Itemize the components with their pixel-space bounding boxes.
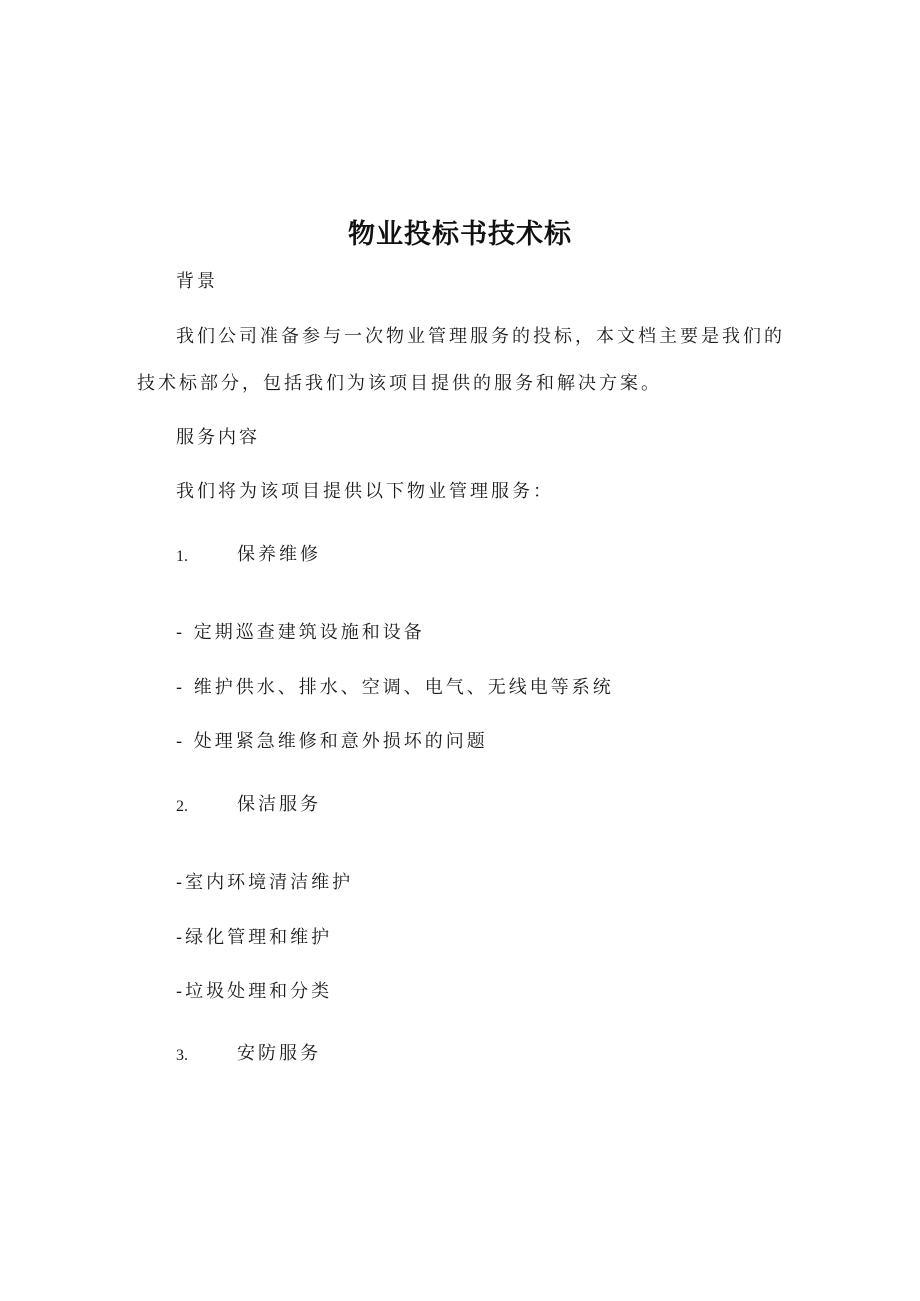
- section-title: 保洁服务: [237, 794, 321, 815]
- services-intro: 我们将为该项目提供以下物业管理服务：: [176, 481, 554, 502]
- section-title: 安防服务: [237, 1043, 321, 1064]
- document-title: 物业投标书技术标: [348, 219, 572, 250]
- background-heading: 背景: [176, 271, 218, 292]
- list-item: - 处理紧急维修和意外损坏的问题: [176, 731, 488, 752]
- list-item: - 定期巡查建筑设施和设备: [176, 622, 425, 643]
- section-number: 2.: [176, 798, 188, 815]
- list-item: -绿化管理和维护: [176, 927, 333, 948]
- list-item: - 维护供水、排水、空调、电气、无线电等系统: [176, 677, 614, 698]
- section-title: 保养维修: [237, 544, 321, 565]
- section-number: 3.: [176, 1047, 188, 1064]
- services-heading: 服务内容: [176, 427, 260, 448]
- section-number: 1.: [176, 548, 188, 565]
- intro-paragraph-line-1: 我们公司准备参与一次物业管理服务的投标，本文档主要是我们的: [176, 326, 785, 347]
- list-item: -垃圾处理和分类: [176, 981, 333, 1002]
- intro-paragraph-line-2: 技术标部分，包括我们为该项目提供的服务和解决方案。: [137, 373, 662, 394]
- list-item: -室内环境清洁维护: [176, 872, 354, 893]
